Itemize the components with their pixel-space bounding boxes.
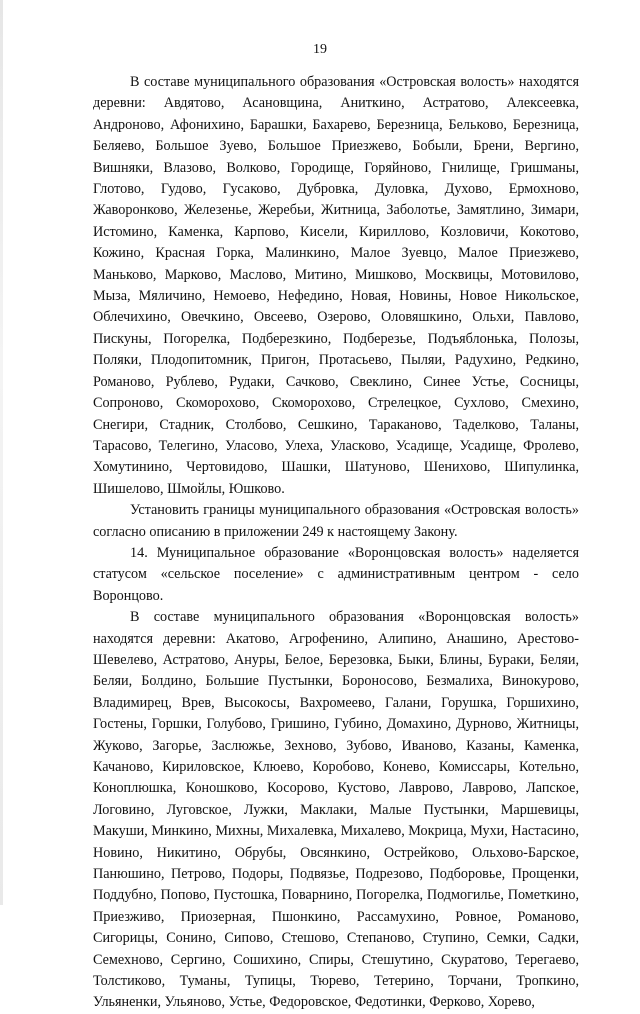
document-body: [93, 72, 579, 1014]
paragraph-vorontsovskaya-status: 14. Муниципальное образование «Воронцовская волость» наделяется статусом «сельское поселение» с административным центром - село Воронцово.: [93, 544, 579, 604]
paragraph-vorontsovskaya-villages: В составе муниципального образования «Воронцовская волость» находятся деревни: Акатово, Агрофенино, Алипино, Анашино, Арестово-Шевелево, Астратово, Ануры, Белое, Березовка, Быки, Блины, Бураки, Беляи, Беляи, Болдино, Большие Пустынки, Бороносово, Безмалиха, Винокурово, Владимирец, Врев, Высокосы, Вахромеево, Галани, Горушка, Горшихино, Гостены, Горшки, Голубово, Гришино, Губино, Домахино, Дурново, Житницы, Жуково, Загорье, Заслюжье, Зехново, Зубово, Иваново, Казаны, Каменка, Качаново, Кириловское, Клюево, Коробово, Конево, Комиссары, Котельно, Коноплюшка, Коношково, Косорово, Кустово, Лаврово, Лаврово, Лапское, Логовино, Луговское, Лужки, Маклаки, Малые Пустынки, Маршевицы, Макуши, Минкино, Михны, Михалевка, Михалево, Мокрица, Мухи, Настасино, Новино, Никитино, Обрубы, Овсянкино, Острейково, Ольхово-Барское, Панюшино, Петрово, Подоры, Подвязье, Подрезово, Подборовье, Прощенки, Поддубно, Попово, Пустошка, Поварнино, Погорелка, Подмогилье, Пометкино, Приезживо, Приозерная, Пшонкино, Рассамухино, Ровное, Романово, Сигорицы, Сонино, Сипово, Стешово, Степаново, Ступино, Семки, Садки, Семехново, Сергино, Сошихино, Спиры, Стешутино, Скуратово, Терегаево, Толстиково, Туманы, Тупицы, Тюрево, Тетерино, Торчани, Тропкино, Ульяненки, Ульяново, Устье, Федоровское, Федотинки, Ферково, Хорево,: [93, 609, 579, 1011]
page-number: 19: [313, 42, 327, 57]
paragraph-ostrovskaya-borders: Установить границы муниципального образования «Островская волость» согласно описанию в приложении 249 к настоящему Закону.: [93, 502, 579, 540]
paragraph-ostrovskaya-villages: В составе муниципального образования «Островская волость» находятся деревни: Авдятово, Асановщина, Аниткино, Астратово, Алексеевка, Андроново, Афонихино, Барашки, Бахарево, Березница, Бельково, Березница, Беляево, Большое Зуево, Большое Приезжево, Бобыли, Брени, Вергино, Вишняки, Влазово, Волково, Городище, Горяйново, Гнилище, Гришманы, Глотово, Гудово, Гусаково, Дубровка, Дуловка, Духово, Ермохново, Жаворонково, Железенье, Жеребьи, Житница, Заболотье, Замятлино, Зимари, Истомино, Каменка, Карпово, Кисели, Кириллово, Козловичи, Кокотово, Кожино, Красная Горка, Малинкино, Малое Зуевцо, Малое Приезжево, Маньково, Марково, Маслово, Митино, Мишково, Москвицы, Мотовилово, Мыза, Мяличино, Немоево, Нефедино, Новая, Новины, Новое Никольское, Облечихино, Овечкино, Овсеево, Озерово, Оловяшкино, Ольхи, Павлово, Пискуны, Погорелка, Подберезкино, Подберезье, Подъяблонька, Полозы, Поляки, Плодопитомник, Пригон, Протасьево, Пыляи, Радухино, Редкино, Романово, Рублево, Рудаки, Сачково, Свеклино, Синее Устье, Сосницы, Сопроново, Скоморохово, Скоморохово, Стрелецкое, Сухлово, Смехино, Снегири, Стадник, Столбово, Сешкино, Тараканово, Таделково, Таланы, Тарасово, Телегино, Уласово, Улеха, Уласково, Усадище, Усадище, Фролево, Хомутинино, Чертовидово, Шашки, Шатуново, Шенихово, Шипулинка, Шишелово, Шмойлы, Юшково.: [93, 74, 579, 497]
scan-edge: [0, 0, 3, 905]
